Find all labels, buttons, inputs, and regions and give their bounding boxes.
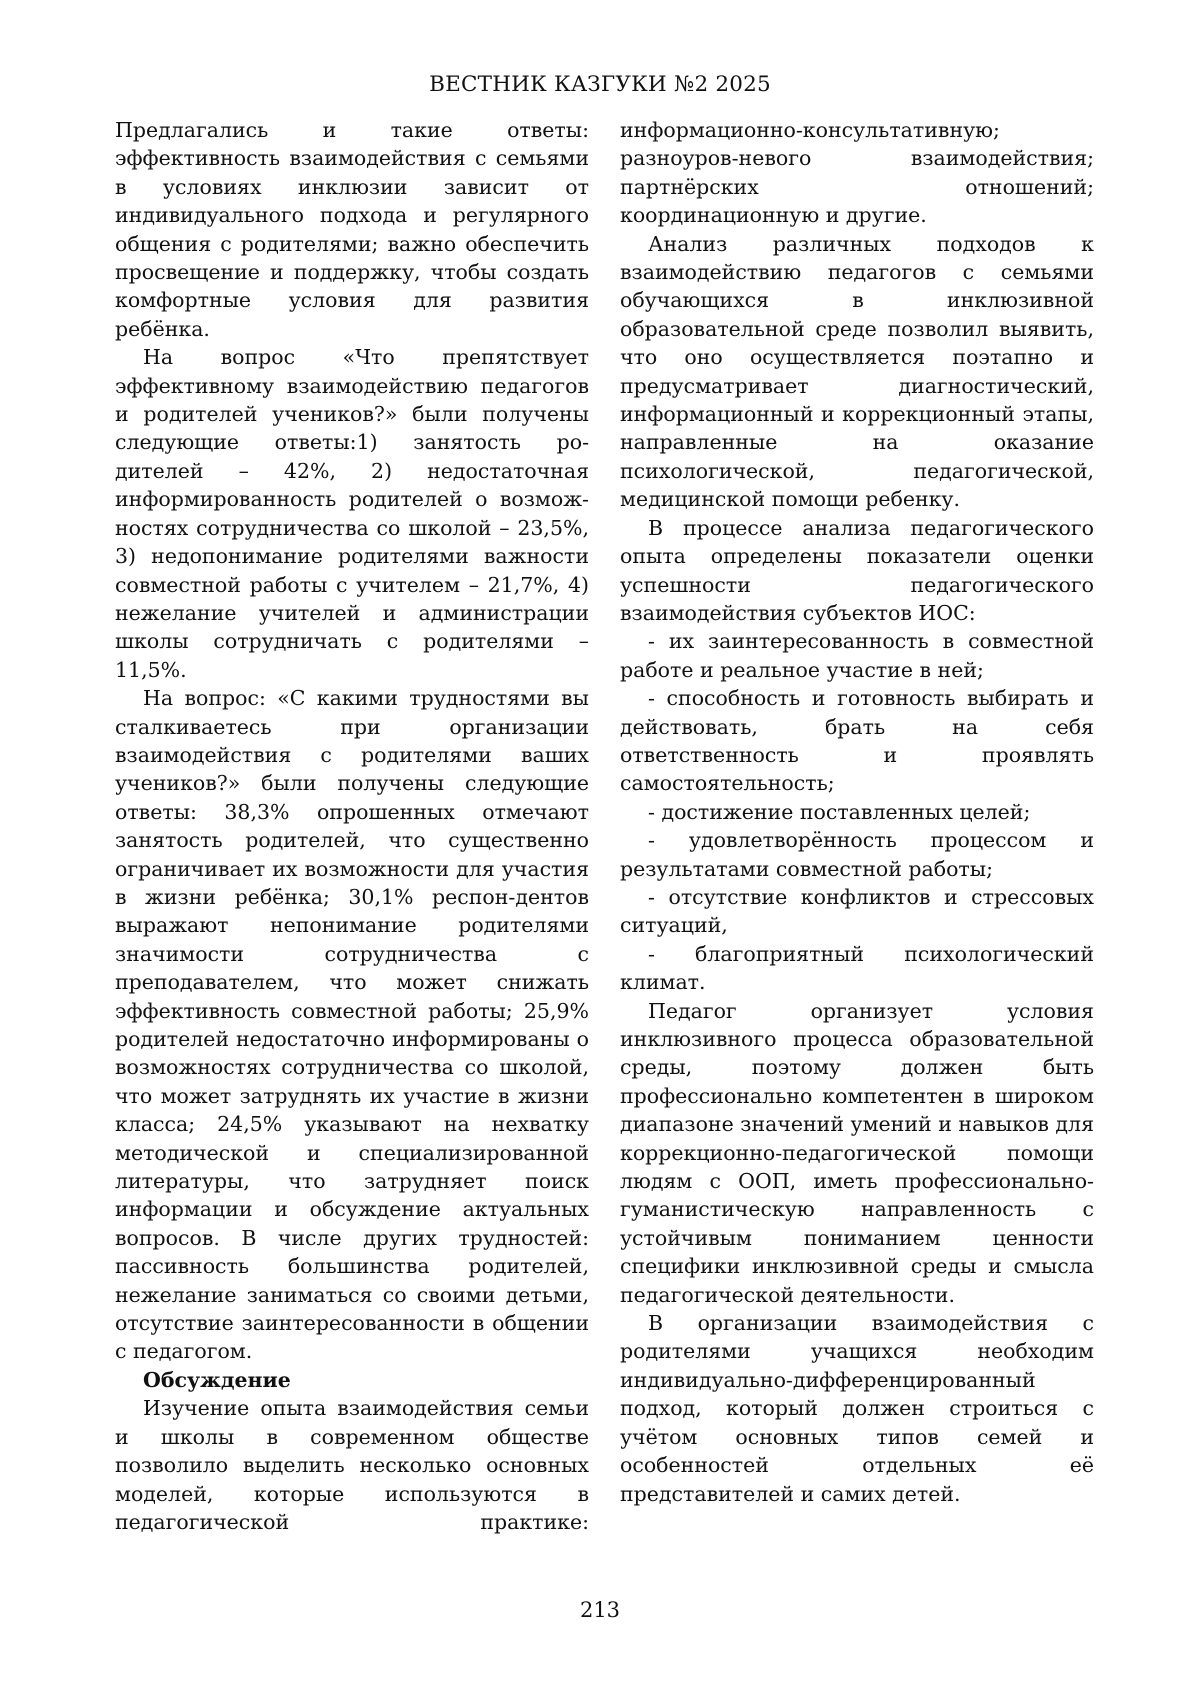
left-column	[115, 116, 589, 1536]
list-item: - благоприятный психологический климат.	[620, 941, 1094, 995]
paragraph: В процессе анализа педагогического опыта определены показатели оценки успешности педагогического взаимодействия субъектов ИОС:	[620, 515, 1094, 625]
journal-header: ВЕСТНИК КАЗГУКИ №2 2025	[429, 72, 771, 97]
paragraph: В организации взаимодействия с родителями учащихся необходим индивидуально-дифференцированный подход, который должен строиться с учётом основных типов семей и особенностей отдельных её представителей и самих детей.	[620, 1311, 1094, 1506]
paragraph: Анализ различных подходов к взаимодействию педагогов с семьями обучающихся в инклюзивной образовательной среде позволил выявить, что оно осуществляется поэтапно и предусматривает диагностический, информационный и коррекционный этапы, направленные на оказание психологической, педагогической, медицинской помощи ребенку.	[620, 231, 1094, 512]
list-item: - их заинтересованность в совместной работе и реальное участие в ней;	[620, 629, 1094, 682]
paragraph: На вопрос «Что препятствует эффективному взаимодействию педагогов и родителей учеников?» были получены следующие ответы:1) занятость ро-дителей – 42%, 2) недостаточная информированность родителей о возмож-ностях сотрудничества со школой – 23,5%, 3) недопонимание родителями важности совместной работы с учителем – 21,7%, 4) нежелание учителей и администрации школы сотрудничать с родителями – 11,5%.	[115, 345, 589, 682]
paragraph: информационно-консультативную; разноуров-невого взаимодействия; партнёрских отношений; координационную и другие.	[620, 118, 1094, 228]
list-item: - способность и готовность выбирать и действовать, брать на себя ответственность и проявлять самостоятельность;	[620, 686, 1094, 796]
paragraph: На вопрос: «С какими трудностями вы сталкиваетесь при организации взаимодействия с родителями ваших учеников?» были получены следующие ответы: 38,3% опрошенных отмечают занятость родителей, что существенно ограничивает их возможности для участия в жизни ребёнка; 30,1% респон-дентов выражают непонимание родителями значимости сотрудничества с преподавателем, что может снижать эффективность совместной работы; 25,9% родителей недостаточно информированы о возможностях сотрудничества со школой, что может затруднять их участие в жизни класса; 24,5% указывают на нехватку методической и специализированной литературы, что затрудняет поиск информации и обсуждение актуальных вопросов. В числе других трудностей: пассивность большинства родителей, нежелание заниматься со своими детьми, отсутствие заинтересованности в общении с педагогом.	[115, 686, 589, 1364]
paragraph: Изучение опыта взаимодействия семьи и школы в современном обществе позволило выделить несколько основных моделей, которые используются в педагогической практике:	[115, 1396, 589, 1534]
list-item: - удовлетворённость процессом и результатами совместной работы;	[620, 828, 1094, 881]
list-item: - отсутствие конфликтов и стрессовых ситуаций,	[620, 884, 1094, 938]
paragraph: Педагог организует условия инклюзивного процесса образовательной среды, поэтому должен быть профессионально компетентен в широком диапазоне значений умений и навыков для коррекционно-педагогической помощи людям с ООП, иметь профессионально-гуманистическую направленность с устойчивым пониманием ценности специфики инклюзивной среды и смысла педагогической деятельности.	[620, 998, 1094, 1307]
page-number: 213	[579, 1598, 621, 1622]
section-heading: Обсуждение	[143, 1367, 291, 1392]
paragraph: Предлагались и такие ответы: эффективность взаимодействия с семьями в условиях инклюзии зависит от индивидуального подхода и регулярного общения с родителями; важно обеспечить просвещение и поддержку, чтобы создать комфортные условия для развития ребёнка.	[115, 118, 589, 341]
right-column	[620, 116, 1094, 1508]
list-item: - достижение поставленных целей;	[648, 799, 1031, 824]
